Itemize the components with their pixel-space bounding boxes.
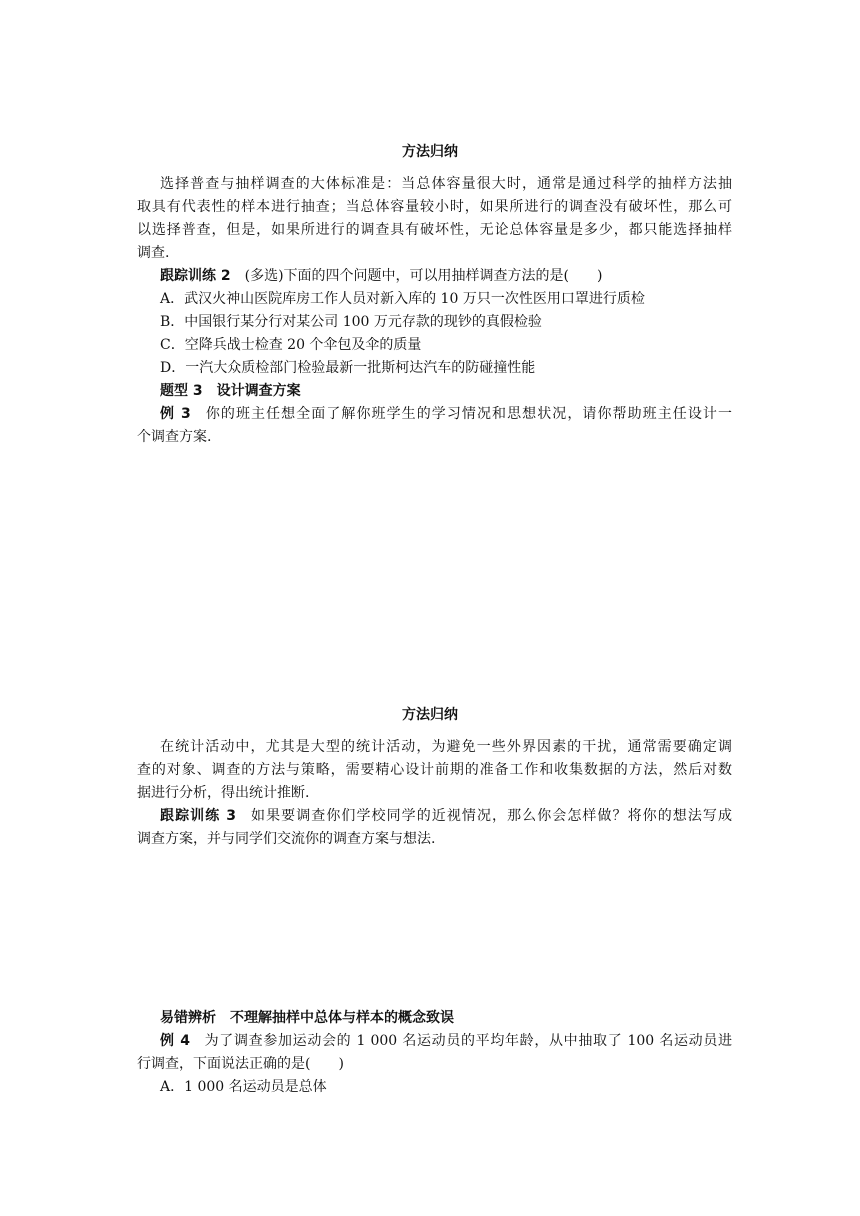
exercise-3-line-2: 调查方案，并与同学们交流你的调查方案与想法. [137, 831, 436, 847]
example-3-line-1 [160, 403, 732, 425]
paragraph-line: 在统计活动中，尤其是大型的统计活动，为避免一些外界因素的干扰，通常需要确定调 [160, 739, 732, 755]
example-3-label: 例 3 [160, 406, 191, 422]
exercise-3-text: 如果要调查你们学校同学的近视情况，那么你会怎样做？将你的想法写成 [249, 808, 732, 824]
exercise-3-line-1 [160, 805, 732, 827]
exercise-2-question [160, 265, 732, 287]
example-4-option-a: A．1 000 名运动员是总体 [160, 1079, 327, 1095]
example-4-text: 为了调查参加运动会的 1 000 名运动员的平均年龄，从中抽取了 100 名运动员进 [203, 1033, 732, 1049]
exercise-2-option-c: C．空降兵战士检查 20 个伞包及伞的质量 [160, 337, 422, 353]
paragraph-line: 选择普查与抽样调查的大体标准是：当总体容量很大时，通常是通过科学的抽样方法抽 [160, 176, 732, 192]
exercise-2-option-d: D．一汽大众质检部门检验最新一批斯柯达汽车的防碰撞性能 [160, 360, 536, 376]
common-mistake-label: 易错辨析 不理解抽样中总体与样本的概念致误 [160, 1010, 454, 1026]
section-heading-method-summary-2: 方法归纳 [402, 707, 458, 723]
exercise-2-option-b: B．中国银行某分行对某公司 100 万元存款的现钞的真假检验 [160, 314, 542, 330]
example-3-line-2: 个调查方案. [137, 429, 212, 445]
example-3-text: 你的班主任想全面了解你班学生的学习情况和思想状况，请你帮助班主任设计一 [204, 406, 732, 422]
paragraph-line: 以选择普查，但是，如果所进行的调查具有破坏性，无论总体容量是多少，都只能选择抽样 [137, 222, 732, 238]
exercise-2-text: (多选)下面的四个问题中，可以用抽样调查方法的是( ) [244, 268, 603, 284]
question-type-3-label: 题型 3 设计调查方案 [160, 383, 301, 399]
example-4-line-1 [160, 1030, 732, 1052]
exercise-3-label: 跟踪训练 3 [160, 808, 236, 824]
example-4-line-2: 行调查，下面说法正确的是( ) [137, 1056, 344, 1072]
section-heading-method-summary-1: 方法归纳 [402, 144, 458, 160]
paragraph-line: 取具有代表性的样本进行抽查；当总体容量较小时，如果所进行的调查没有破坏性，那么可 [137, 199, 732, 215]
exercise-2-option-a: A．武汉火神山医院库房工作人员对新入库的 10 万只一次性医用口罩进行质检 [160, 291, 645, 307]
question-type-3-heading [160, 380, 732, 402]
paragraph-line: 查的对象、调查的方法与策略，需要精心设计前期的准备工作和收集数据的方法，然后对数 [137, 762, 732, 778]
common-mistake-heading [160, 1007, 732, 1029]
exercise-2-label: 跟踪训练 2 [160, 268, 231, 284]
paragraph-line: 据进行分析，得出统计推断. [137, 785, 310, 801]
example-4-label: 例 4 [160, 1033, 190, 1049]
paragraph-line: 调查. [137, 245, 170, 261]
